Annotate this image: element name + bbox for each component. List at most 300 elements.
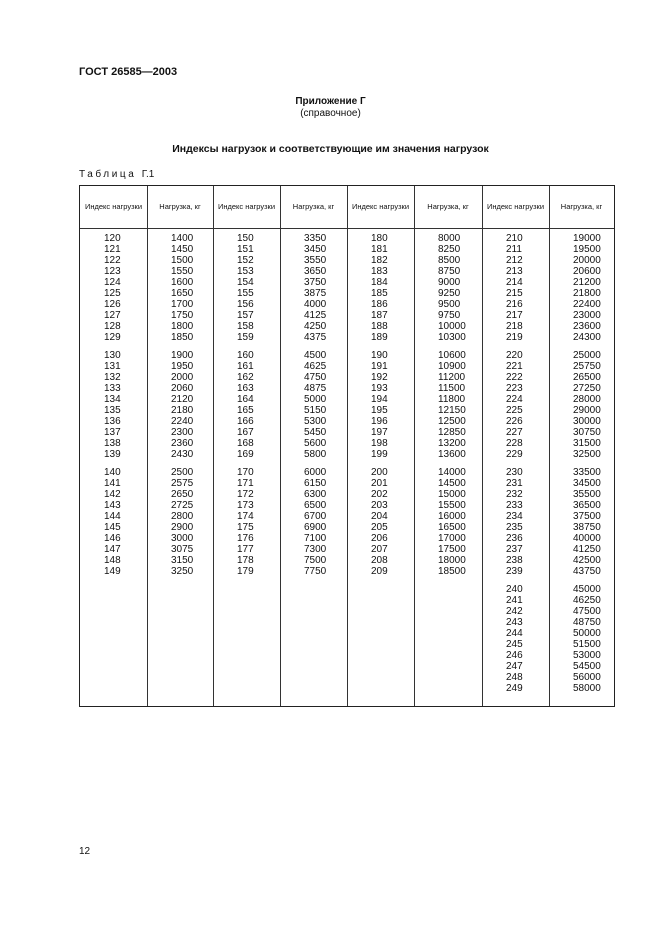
cell-load-index: 127 — [104, 310, 121, 321]
row-gap — [104, 343, 121, 350]
cell-load-kg: 43750 — [573, 566, 601, 577]
cell-load-kg: 1600 — [171, 277, 194, 288]
column-divider — [414, 186, 415, 706]
cell-load-kg: 48750 — [573, 617, 601, 628]
cell-load-index: 227 — [506, 427, 523, 438]
cell-load-kg: 5000 — [304, 394, 327, 405]
cell-load-index: 215 — [506, 288, 523, 299]
cell-load-kg: 5150 — [304, 405, 327, 416]
cell-load-index: 210 — [506, 233, 523, 244]
cell-load-kg: 2430 — [171, 449, 194, 460]
cell-load-kg: 19000 — [573, 233, 601, 244]
cell-load-kg: 58000 — [573, 683, 601, 694]
cell-load-index: 233 — [506, 500, 523, 511]
cell-load-kg: 1900 — [171, 350, 194, 361]
cell-load-index: 168 — [237, 438, 254, 449]
cell-load-kg: 3000 — [171, 533, 194, 544]
cell-load-index: 157 — [237, 310, 254, 321]
cell-load-index: 189 — [371, 332, 388, 343]
cell-load-kg: 11800 — [438, 394, 466, 405]
cell-load-index: 187 — [371, 310, 388, 321]
cell-load-index: 245 — [506, 639, 523, 650]
cell-load-index: 167 — [237, 427, 254, 438]
cell-load-kg: 27250 — [573, 383, 601, 394]
cell-load-kg: 22400 — [573, 299, 601, 310]
cell-load-index: 165 — [237, 405, 254, 416]
cell-load-kg: 46250 — [573, 595, 601, 606]
cell-load-index: 219 — [506, 332, 523, 343]
cell-load-index: 123 — [104, 266, 121, 277]
cell-load-index: 206 — [371, 533, 388, 544]
cell-load-index: 183 — [371, 266, 388, 277]
cell-load-index: 223 — [506, 383, 523, 394]
cell-load-index: 190 — [371, 350, 388, 361]
cell-load-kg: 10300 — [438, 332, 466, 343]
row-gap — [104, 460, 121, 467]
cell-load-kg: 26500 — [573, 372, 601, 383]
cell-load-kg: 30000 — [573, 416, 601, 427]
cell-load-index: 195 — [371, 405, 388, 416]
appendix-note: (справочное) — [300, 108, 361, 119]
cell-load-index: 170 — [237, 467, 254, 478]
cell-load-index: 208 — [371, 555, 388, 566]
cell-load-kg: 1950 — [171, 361, 194, 372]
cell-load-kg: 3075 — [171, 544, 194, 555]
cell-load-kg: 3350 — [304, 233, 327, 244]
cell-load-kg: 7100 — [304, 533, 327, 544]
cell-load-kg: 4875 — [304, 383, 327, 394]
cell-load-kg: 6300 — [304, 489, 327, 500]
cell-load-index: 135 — [104, 405, 121, 416]
row-gap — [171, 343, 193, 350]
cell-load-kg: 6000 — [304, 467, 327, 478]
cell-load-kg: 10000 — [438, 321, 466, 332]
cell-load-index: 194 — [371, 394, 388, 405]
cell-load-kg: 41250 — [573, 544, 601, 555]
cell-load-kg: 1650 — [171, 288, 194, 299]
cell-load-index: 133 — [104, 383, 121, 394]
cell-load-index: 203 — [371, 500, 388, 511]
cell-load-kg: 6700 — [304, 511, 327, 522]
cell-load-index: 186 — [371, 299, 388, 310]
cell-load-kg: 21200 — [573, 277, 601, 288]
cell-load-kg: 36500 — [573, 500, 601, 511]
cell-load-kg: 2180 — [171, 405, 194, 416]
cell-load-kg: 51500 — [573, 639, 601, 650]
cell-load-index: 141 — [104, 478, 121, 489]
cell-load-index: 205 — [371, 522, 388, 533]
header-load-kg: Нагрузка, кг — [427, 202, 469, 211]
cell-load-index: 207 — [371, 544, 388, 555]
page-title: Индексы нагрузок и соответствующие им значения нагрузок — [172, 143, 489, 155]
cell-load-kg: 32500 — [573, 449, 601, 460]
cell-load-kg: 6150 — [304, 478, 327, 489]
column-load-kg — [438, 233, 466, 577]
cell-load-kg: 13600 — [438, 449, 466, 460]
cell-load-kg: 2360 — [171, 438, 194, 449]
column-divider — [347, 186, 348, 706]
cell-load-kg: 2800 — [171, 511, 194, 522]
cell-load-index: 240 — [506, 584, 523, 595]
cell-load-kg: 2900 — [171, 522, 194, 533]
cell-load-kg: 2060 — [171, 383, 194, 394]
cell-load-kg: 2000 — [171, 372, 194, 383]
row-gap — [304, 343, 326, 350]
cell-load-kg: 1800 — [171, 321, 194, 332]
cell-load-kg: 16500 — [438, 522, 466, 533]
cell-load-kg: 4375 — [304, 332, 327, 343]
cell-load-kg: 31500 — [573, 438, 601, 449]
cell-load-index: 200 — [371, 467, 388, 478]
cell-load-index: 197 — [371, 427, 388, 438]
cell-load-index: 230 — [506, 467, 523, 478]
cell-load-kg: 30750 — [573, 427, 601, 438]
row-gap — [573, 460, 601, 467]
cell-load-kg: 24300 — [573, 332, 601, 343]
cell-load-index: 142 — [104, 489, 121, 500]
cell-load-kg: 45000 — [573, 584, 601, 595]
header-load-index: Индекс нагрузки — [351, 202, 410, 211]
appendix-title: Приложение Г — [295, 96, 366, 107]
cell-load-index: 193 — [371, 383, 388, 394]
column-divider — [213, 186, 214, 706]
cell-load-index: 136 — [104, 416, 121, 427]
cell-load-kg: 3450 — [304, 244, 327, 255]
cell-load-index: 158 — [237, 321, 254, 332]
cell-load-index: 175 — [237, 522, 254, 533]
cell-load-index: 243 — [506, 617, 523, 628]
cell-load-kg: 2575 — [171, 478, 194, 489]
cell-load-kg: 11500 — [438, 383, 466, 394]
table-label: Таблица Г.1 — [79, 169, 155, 180]
cell-load-kg: 1700 — [171, 299, 194, 310]
cell-load-index: 235 — [506, 522, 523, 533]
cell-load-index: 191 — [371, 361, 388, 372]
cell-load-kg: 8500 — [438, 255, 461, 266]
cell-load-kg: 17500 — [438, 544, 466, 555]
cell-load-index: 211 — [506, 244, 522, 255]
cell-load-kg: 54500 — [573, 661, 601, 672]
row-gap — [371, 343, 388, 350]
cell-load-kg: 2120 — [171, 394, 194, 405]
cell-load-kg: 6500 — [304, 500, 327, 511]
cell-load-kg: 10900 — [438, 361, 466, 372]
cell-load-index: 177 — [237, 544, 254, 555]
cell-load-kg: 6900 — [304, 522, 327, 533]
cell-load-kg: 12500 — [438, 416, 466, 427]
column-load-index — [237, 233, 254, 577]
cell-load-kg: 1500 — [171, 255, 194, 266]
cell-load-index: 247 — [506, 661, 523, 672]
cell-load-kg: 1850 — [171, 332, 194, 343]
cell-load-kg: 21800 — [573, 288, 601, 299]
cell-load-kg: 12150 — [438, 405, 466, 416]
cell-load-index: 139 — [104, 449, 121, 460]
cell-load-index: 153 — [237, 266, 254, 277]
cell-load-index: 171 — [237, 478, 254, 489]
cell-load-index: 130 — [104, 350, 121, 361]
cell-load-kg: 19500 — [573, 244, 601, 255]
cell-load-kg: 1450 — [171, 244, 194, 255]
cell-load-index: 134 — [104, 394, 121, 405]
cell-load-kg: 25750 — [573, 361, 601, 372]
cell-load-kg: 14000 — [438, 467, 466, 478]
cell-load-index: 147 — [104, 544, 121, 555]
cell-load-index: 238 — [506, 555, 523, 566]
row-gap — [438, 343, 466, 350]
cell-load-index: 216 — [506, 299, 523, 310]
cell-load-index: 173 — [237, 500, 254, 511]
cell-load-index: 192 — [371, 372, 388, 383]
cell-load-kg: 4000 — [304, 299, 327, 310]
column-load-index — [506, 233, 523, 694]
cell-load-kg: 2500 — [171, 467, 194, 478]
cell-load-kg: 7750 — [304, 566, 327, 577]
cell-load-kg: 1550 — [171, 266, 194, 277]
cell-load-index: 155 — [237, 288, 254, 299]
cell-load-index: 172 — [237, 489, 254, 500]
cell-load-kg: 5600 — [304, 438, 327, 449]
header-load-kg: Нагрузка, кг — [292, 202, 335, 211]
cell-load-kg: 9250 — [438, 288, 461, 299]
column-load-index — [371, 233, 388, 577]
cell-load-kg: 17000 — [438, 533, 466, 544]
row-gap — [304, 460, 326, 467]
row-gap — [506, 577, 523, 584]
cell-load-kg: 4750 — [304, 372, 327, 383]
cell-load-index: 248 — [506, 672, 523, 683]
cell-load-index: 224 — [506, 394, 523, 405]
cell-load-index: 249 — [506, 683, 523, 694]
cell-load-index: 144 — [104, 511, 121, 522]
cell-load-index: 176 — [237, 533, 254, 544]
cell-load-index: 229 — [506, 449, 523, 460]
cell-load-kg: 23600 — [573, 321, 601, 332]
cell-load-index: 161 — [237, 361, 254, 372]
column-divider — [280, 186, 281, 706]
column-load-kg — [304, 233, 326, 577]
cell-load-index: 181 — [371, 244, 388, 255]
cell-load-index: 217 — [506, 310, 523, 321]
cell-load-kg: 3750 — [304, 277, 327, 288]
cell-load-kg: 4625 — [304, 361, 327, 372]
page-number: 12 — [79, 846, 91, 857]
cell-load-index: 169 — [237, 449, 254, 460]
cell-load-index: 228 — [506, 438, 523, 449]
cell-load-index: 162 — [237, 372, 254, 383]
cell-load-index: 201 — [371, 478, 388, 489]
cell-load-index: 164 — [237, 394, 254, 405]
cell-load-index: 199 — [371, 449, 388, 460]
cell-load-index: 122 — [104, 255, 121, 266]
cell-load-index: 241 — [506, 595, 523, 606]
cell-load-index: 212 — [506, 255, 523, 266]
cell-load-index: 140 — [104, 467, 121, 478]
cell-load-index: 174 — [237, 511, 254, 522]
cell-load-index: 242 — [506, 606, 523, 617]
cell-load-index: 188 — [371, 321, 388, 332]
cell-load-index: 196 — [371, 416, 388, 427]
row-gap — [573, 577, 601, 584]
cell-load-kg: 12850 — [438, 427, 466, 438]
cell-load-kg: 4125 — [304, 310, 327, 321]
cell-load-index: 239 — [506, 566, 523, 577]
cell-load-index: 237 — [506, 544, 523, 555]
cell-load-kg: 42500 — [573, 555, 601, 566]
cell-load-index: 137 — [104, 427, 121, 438]
cell-load-kg: 3650 — [304, 266, 327, 277]
cell-load-index: 182 — [371, 255, 388, 266]
cell-load-index: 225 — [506, 405, 523, 416]
cell-load-index: 220 — [506, 350, 523, 361]
cell-load-kg: 2725 — [171, 500, 194, 511]
cell-load-index: 121 — [104, 244, 121, 255]
cell-load-kg: 3875 — [304, 288, 327, 299]
header-load-kg: Нагрузка, кг — [560, 202, 603, 211]
cell-load-kg: 16000 — [438, 511, 466, 522]
cell-load-kg: 14500 — [438, 478, 466, 489]
cell-load-kg: 40000 — [573, 533, 601, 544]
header-load-kg: Нагрузка, кг — [159, 202, 201, 211]
cell-load-kg: 10600 — [438, 350, 466, 361]
cell-load-index: 151 — [237, 244, 254, 255]
cell-load-index: 213 — [506, 266, 523, 277]
cell-load-kg: 18500 — [438, 566, 466, 577]
cell-load-index: 218 — [506, 321, 523, 332]
cell-load-index: 128 — [104, 321, 121, 332]
cell-load-index: 138 — [104, 438, 121, 449]
cell-load-index: 198 — [371, 438, 388, 449]
cell-load-kg: 9000 — [438, 277, 461, 288]
cell-load-kg: 11200 — [438, 372, 466, 383]
cell-load-kg: 5300 — [304, 416, 327, 427]
header-load-index: Индекс нагрузки — [217, 202, 276, 211]
cell-load-kg: 25000 — [573, 350, 601, 361]
cell-load-kg: 33500 — [573, 467, 601, 478]
cell-load-index: 184 — [371, 277, 388, 288]
header-load-index: Индекс нагрузки — [84, 202, 143, 211]
cell-load-kg: 7300 — [304, 544, 327, 555]
row-gap — [438, 460, 466, 467]
cell-load-kg: 20600 — [573, 266, 601, 277]
cell-load-kg: 7500 — [304, 555, 327, 566]
cell-load-index: 125 — [104, 288, 121, 299]
cell-load-index: 131 — [104, 361, 121, 372]
cell-load-index: 150 — [237, 233, 254, 244]
column-load-kg — [573, 233, 601, 694]
cell-load-index: 214 — [506, 277, 523, 288]
cell-load-index: 148 — [104, 555, 121, 566]
cell-load-kg: 8750 — [438, 266, 461, 277]
row-gap — [237, 460, 254, 467]
cell-load-kg: 4250 — [304, 321, 327, 332]
cell-load-kg: 1750 — [171, 310, 194, 321]
cell-load-kg: 9500 — [438, 299, 461, 310]
cell-load-index: 221 — [506, 361, 523, 372]
cell-load-kg: 23000 — [573, 310, 601, 321]
cell-load-kg: 15000 — [438, 489, 466, 500]
column-divider — [147, 186, 148, 706]
cell-load-index: 222 — [506, 372, 523, 383]
row-gap — [171, 460, 193, 467]
cell-load-kg: 38750 — [573, 522, 601, 533]
cell-load-index: 226 — [506, 416, 523, 427]
cell-load-index: 146 — [104, 533, 121, 544]
cell-load-kg: 5450 — [304, 427, 327, 438]
cell-load-index: 143 — [104, 500, 121, 511]
cell-load-index: 246 — [506, 650, 523, 661]
cell-load-kg: 3550 — [304, 255, 327, 266]
cell-load-index: 244 — [506, 628, 523, 639]
cell-load-index: 231 — [506, 478, 523, 489]
cell-load-index: 124 — [104, 277, 121, 288]
cell-load-kg: 53000 — [573, 650, 601, 661]
cell-load-kg: 9750 — [438, 310, 461, 321]
cell-load-kg: 2650 — [171, 489, 194, 500]
cell-load-index: 180 — [371, 233, 388, 244]
cell-load-index: 166 — [237, 416, 254, 427]
cell-load-kg: 8000 — [438, 233, 461, 244]
row-gap — [237, 343, 254, 350]
row-gap — [506, 460, 523, 467]
cell-load-index: 159 — [237, 332, 254, 343]
cell-load-index: 129 — [104, 332, 121, 343]
cell-load-kg: 4500 — [304, 350, 327, 361]
cell-load-index: 145 — [104, 522, 121, 533]
load-index-table — [79, 185, 615, 707]
table-number: Г.1 — [141, 169, 155, 180]
cell-load-index: 163 — [237, 383, 254, 394]
cell-load-kg: 3150 — [171, 555, 194, 566]
cell-load-kg: 56000 — [573, 672, 601, 683]
cell-load-kg: 15500 — [438, 500, 466, 511]
cell-load-index: 236 — [506, 533, 523, 544]
cell-load-kg: 28000 — [573, 394, 601, 405]
cell-load-kg: 37500 — [573, 511, 601, 522]
cell-load-kg: 47500 — [573, 606, 601, 617]
cell-load-kg: 35500 — [573, 489, 601, 500]
row-gap — [506, 343, 523, 350]
cell-load-kg: 2300 — [171, 427, 194, 438]
column-load-kg — [171, 233, 193, 577]
cell-load-kg: 5800 — [304, 449, 327, 460]
cell-load-kg: 3250 — [171, 566, 194, 577]
cell-load-index: 202 — [371, 489, 388, 500]
cell-load-kg: 2240 — [171, 416, 194, 427]
cell-load-kg: 20000 — [573, 255, 601, 266]
cell-load-index: 204 — [371, 511, 388, 522]
cell-load-index: 178 — [237, 555, 254, 566]
cell-load-index: 179 — [237, 566, 254, 577]
cell-load-index: 126 — [104, 299, 121, 310]
column-load-index — [104, 233, 121, 577]
cell-load-index: 160 — [237, 350, 254, 361]
cell-load-index: 154 — [237, 277, 254, 288]
cell-load-index: 120 — [104, 233, 121, 244]
cell-load-index: 156 — [237, 299, 254, 310]
cell-load-index: 149 — [104, 566, 121, 577]
cell-load-kg: 13200 — [438, 438, 466, 449]
document-code: ГОСТ 26585—2003 — [79, 66, 178, 78]
cell-load-index: 232 — [506, 489, 523, 500]
cell-load-index: 209 — [371, 566, 388, 577]
cell-load-kg: 29000 — [573, 405, 601, 416]
cell-load-kg: 50000 — [573, 628, 601, 639]
cell-load-index: 132 — [104, 372, 121, 383]
cell-load-kg: 34500 — [573, 478, 601, 489]
cell-load-kg: 8250 — [438, 244, 461, 255]
cell-load-index: 234 — [506, 511, 523, 522]
